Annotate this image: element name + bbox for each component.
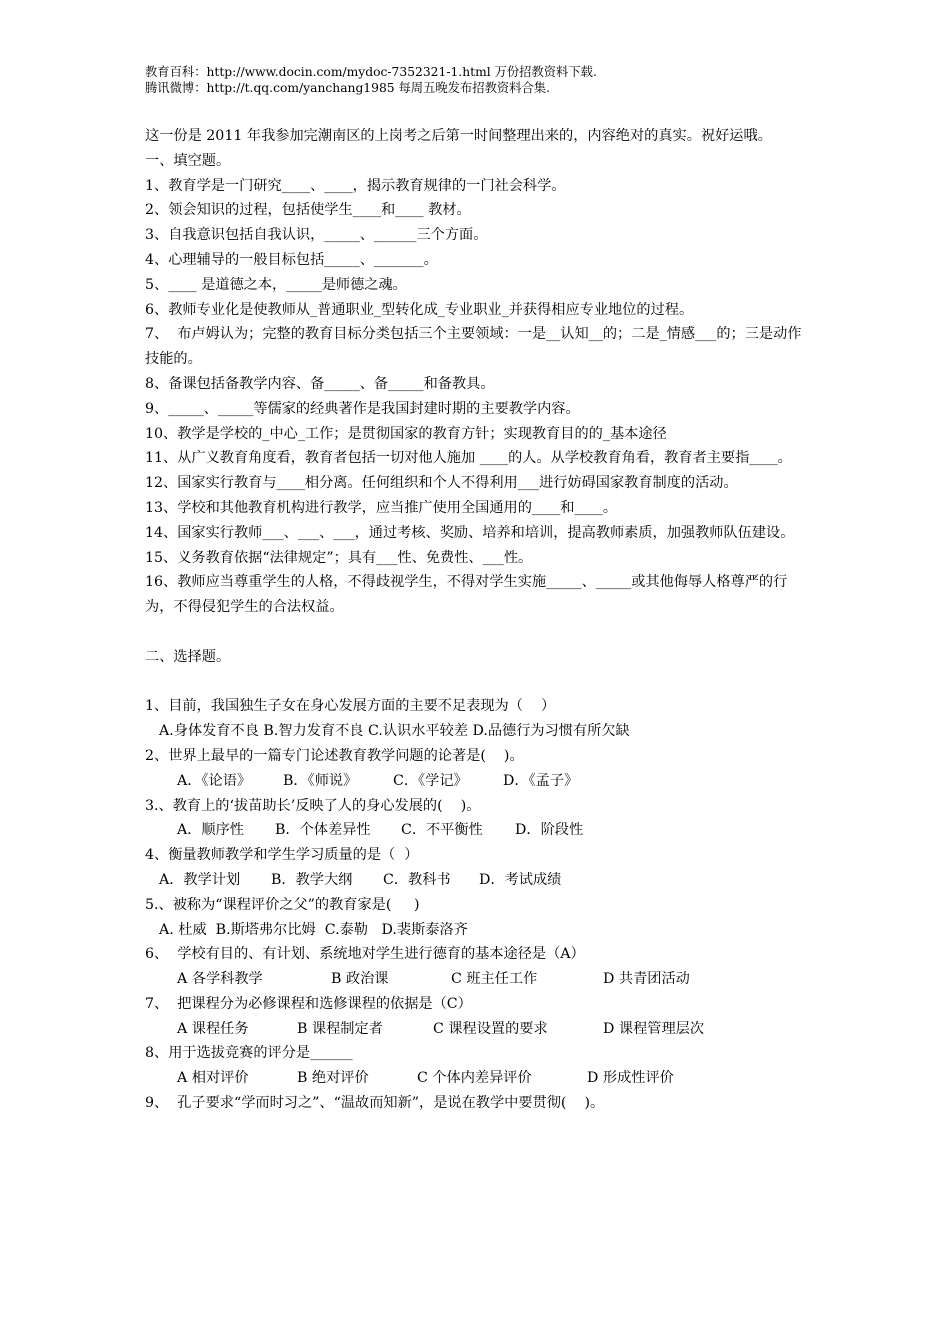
choice-option: B．《师说》 xyxy=(283,772,358,789)
fill-blank-item: 10、教学是学校的_中心_工作；是贯彻国家的教育方针；实现教育目的的_基本途径 xyxy=(145,425,667,442)
choice-question: 5.、被称为“课程评价之父”的教育家是( ) xyxy=(145,896,420,913)
choice-option: B．个体差异性 xyxy=(275,822,371,839)
choice-options: A. 杜威 B.斯塔弗尔比姆 C.泰勒 D.裴斯泰洛齐 xyxy=(159,921,468,938)
choice-option: C．不平衡性 xyxy=(401,822,483,839)
section-title-fill-blank: 一、填空题。 xyxy=(145,152,231,169)
header-line-1: 教育百科：http://www.docin.com/mydoc-7352321-1.html 万份招教资料下载. xyxy=(145,65,597,79)
choice-options xyxy=(145,818,815,843)
fill-blank-item: 2、领会知识的过程，包括使学生____和____ 教材。 xyxy=(145,202,471,219)
choice-option: A 各学科教学 xyxy=(177,971,263,988)
choice-question: 1、目前，我国独生子女在身心发展方面的主要不足表现为（ ） xyxy=(145,698,556,715)
choice-option: D 课程管理层次 xyxy=(603,1020,705,1037)
fill-blank-item: 9、_____、_____等儒家的经典著作是我国封建时期的主要教学内容。 xyxy=(145,400,580,417)
choice-options xyxy=(145,967,815,992)
fill-blank-item: 1、教育学是一门研究____、____，揭示教育规律的一门社会科学。 xyxy=(145,177,566,194)
choice-options xyxy=(145,1066,815,1091)
choice-option: D．《孟子》 xyxy=(503,772,579,789)
choice-option: C．《学记》 xyxy=(393,772,468,789)
choice-option: B 绝对评价 xyxy=(297,1070,369,1087)
header-line-2: 腾讯微博：http://t.qq.com/yanchang1985 每周五晚发布招教资料合集. xyxy=(145,81,550,95)
choice-option: B．教学大纲 xyxy=(271,871,353,888)
choice-question: 6、 学校有目的、有计划、系统地对学生进行德育的基本途径是（A） xyxy=(145,946,585,963)
choice-question: 3.、教育上的‘拔苗助长’反映了人的身心发展的( )。 xyxy=(145,797,481,814)
fill-blank-item: 5、____ 是道德之本，_____是师德之魂。 xyxy=(145,276,407,293)
choice-options xyxy=(145,868,815,893)
choice-option: A 课程任务 xyxy=(177,1020,249,1037)
choice-option: D．考试成绩 xyxy=(479,871,562,888)
choice-option: C．教科书 xyxy=(383,871,451,888)
choice-option: C 班主任工作 xyxy=(451,971,538,988)
choice-option: C 个体内差异评价 xyxy=(417,1070,532,1087)
fill-blank-item: 16、教师应当尊重学生的人格，不得歧视学生，不得对学生实施_____、_____或其他侮辱人格尊严的行为，不得侵犯学生的合法权益。 xyxy=(145,574,788,616)
choice-option: A．教学计划 xyxy=(159,871,241,888)
choice-option: A 相对评价 xyxy=(177,1070,249,1087)
fill-blank-item: 7、 布卢姆认为；完整的教育目标分类包括三个主要领域：一是__认知__的；二是_情感___的；三是动作技能的。 xyxy=(145,326,802,368)
choice-option: B 课程制定者 xyxy=(297,1020,383,1037)
choice-question: 9、 孔子要求“学而时习之”、“温故而知新”，是说在教学中要贯彻( )。 xyxy=(145,1095,605,1112)
document-page xyxy=(145,64,815,1116)
choice-question: 8、用于选拔竞赛的评分是______ xyxy=(145,1045,353,1062)
fill-blank-item: 12、国家实行教育与____相分离。任何组织和个人不得利用___进行妨碍国家教育制度的活动。 xyxy=(145,475,738,492)
section-title-choice: 二、选择题。 xyxy=(145,648,231,665)
intro-text: 这一份是 2011 年我参加完潮南区的上岗考之后第一时间整理出来的，内容绝对的真实。祝好运哦。 xyxy=(145,128,772,144)
fill-blank-item: 3、自我意识包括自我认识，_____、______三个方面。 xyxy=(145,227,488,244)
choice-question: 2、世界上最早的一篇专门论述教育教学问题的论著是( )。 xyxy=(145,747,524,764)
choice-option: D 形成性评价 xyxy=(587,1070,674,1087)
choice-option: B 政治课 xyxy=(331,971,389,988)
choice-options: A.身体发育不良 B.智力发育不良 C.认识水平较差 D.品德行为习惯有所欠缺 xyxy=(159,723,630,740)
fill-blank-item: 4、心理辅导的一般目标包括_____、_______。 xyxy=(145,251,438,268)
fill-blank-item: 13、学校和其他教育机构进行教学，应当推广使用全国通用的____和____。 xyxy=(145,499,618,516)
choice-question: 7、 把课程分为必修课程和选修课程的依据是（C） xyxy=(145,995,472,1012)
fill-blank-item: 14、国家实行教师___、___、___，通过考核、奖励、培养和培训，提高教师素质，加强教师队伍建设。 xyxy=(145,524,795,541)
choice-option: A．《论语》 xyxy=(177,772,252,789)
choice-option: D．阶段性 xyxy=(515,822,584,839)
fill-blank-item: 15、义务教育依据“法律规定”；具有___性、免费性、___性。 xyxy=(145,549,533,566)
choice-options xyxy=(145,769,815,794)
choice-question: 4、衡量教师教学和学生学习质量的是（ ） xyxy=(145,847,419,864)
choice-options xyxy=(145,1017,815,1042)
fill-blank-item: 6、教师专业化是使教师从_普通职业_型转化成_专业职业_并获得相应专业地位的过程。 xyxy=(145,301,694,318)
choice-option: A．顺序性 xyxy=(177,822,244,839)
fill-blank-item: 8、备课包括备教学内容、备_____、备_____和备教具。 xyxy=(145,375,495,392)
fill-blank-item: 11、从广义教育角度看，教育者包括一切对他人施加 ____的人。从学校教育角看，教育者主要指____。 xyxy=(145,450,792,467)
choice-option: C 课程设置的要求 xyxy=(433,1020,548,1037)
choice-option: D 共青团活动 xyxy=(603,971,690,988)
